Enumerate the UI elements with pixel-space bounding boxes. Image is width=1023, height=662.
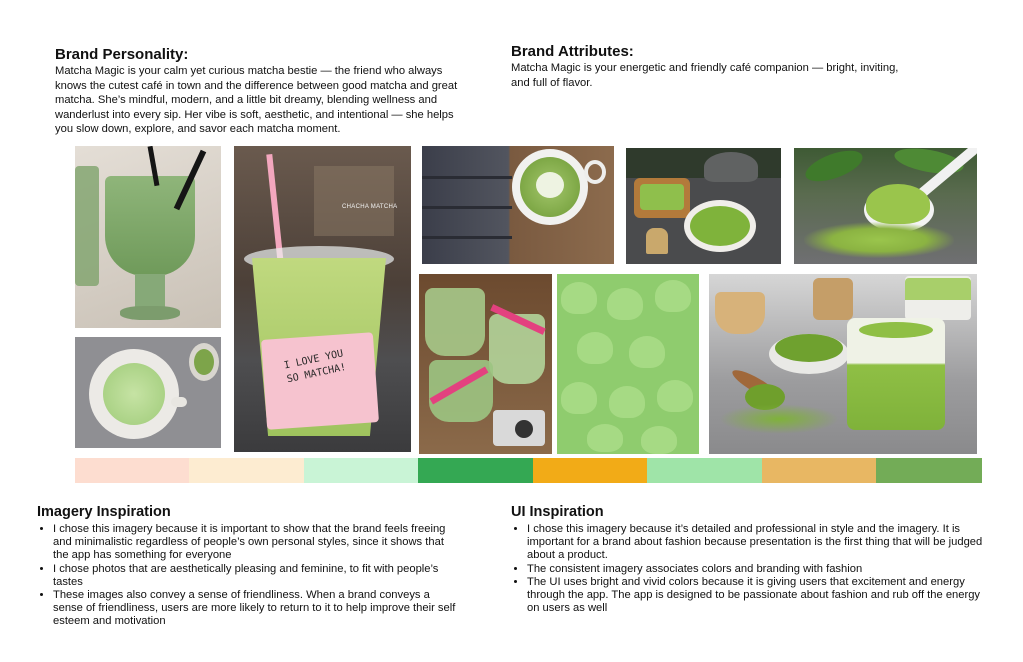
photo-iced-matcha-cup-sticker [234, 146, 411, 452]
palette-swatch-7 [762, 458, 876, 483]
imagery-inspiration-title: Imagery Inspiration [37, 504, 171, 520]
palette-swatch-6 [647, 458, 762, 483]
ui-inspiration-section [511, 503, 986, 615]
brand-attributes-text: Matcha Magic is your energetic and friendly café companion — bright, inviting, and full of flavor. [511, 62, 899, 89]
cafe-sign-label: CHACHA MATCHA [342, 204, 398, 210]
photo-matcha-heart-cubes [557, 274, 699, 454]
ui-bullet: • I chose this imagery because it’s detailed and professional in style and the imagery. It is important for a brand about fashion because presentation is the first thing that will be judged about a product. [527, 523, 986, 563]
brand-attributes-section [511, 43, 916, 90]
photo-latte-art-heart [422, 146, 614, 264]
brand-personality-section [55, 46, 460, 137]
imagery-inspiration-list [37, 523, 457, 629]
photo-matcha-latte-cup [75, 337, 221, 448]
imagery-bullet: • These images also convey a sense of friendliness. When a brand conveys a sense of friendliness, users are more likely to return to it to help improve their self esteem and motivation [53, 589, 457, 629]
photo-iced-matcha-glass [75, 146, 221, 328]
photo-iced-matcha-drinks-camera [419, 274, 552, 454]
palette-swatch-5 [533, 458, 647, 483]
imagery-bullet: • I chose this imagery because it is important to show that the brand feels freeing and minimalistic regardless of people’s own personal styles, since it shows that the app has something for everyone [53, 523, 457, 563]
palette-swatch-4 [418, 458, 533, 483]
ui-inspiration-title: UI Inspiration [511, 504, 604, 520]
palette-swatch-1 [75, 458, 189, 483]
imagery-bullet: • I chose photos that are aesthetically pleasing and feminine, to fit with people’s tastes [53, 563, 457, 589]
ui-inspiration-list [511, 523, 986, 615]
imagery-inspiration-section [37, 503, 457, 629]
cup-sticker-text: I LOVE YOU SO MATCHA! [283, 348, 348, 386]
ui-bullet: • The UI uses bright and vivid colors because it is giving users that excitement and energy through the app. The app is designed to be passionate about fashion and rub off the energy on users as well [527, 576, 986, 616]
palette-swatch-3 [304, 458, 418, 483]
palette-swatch-2 [189, 458, 304, 483]
brand-attributes-title: Brand Attributes: [511, 43, 634, 60]
brand-personality-text: Matcha Magic is your calm yet curious matcha bestie — the friend who always knows the cutest café in town and the difference between good matcha and great matcha. She’s mindful, modern, and a little bit dreamy, blending wellness and wanderlust into every sip. Her vibe is soft, aesthetic, and intentional — she helps you slow down, explore, and savor each matcha moment. [55, 65, 458, 136]
ui-bullet: • The consistent imagery associates colors and branding with fashion [527, 563, 986, 576]
photo-matcha-latte-glass [709, 274, 977, 454]
photo-matcha-whisk-bowl [626, 148, 781, 264]
brand-personality-title: Brand Personality: [55, 46, 189, 63]
palette-swatch-8 [876, 458, 982, 483]
photo-matcha-powder-spoon [794, 148, 977, 264]
